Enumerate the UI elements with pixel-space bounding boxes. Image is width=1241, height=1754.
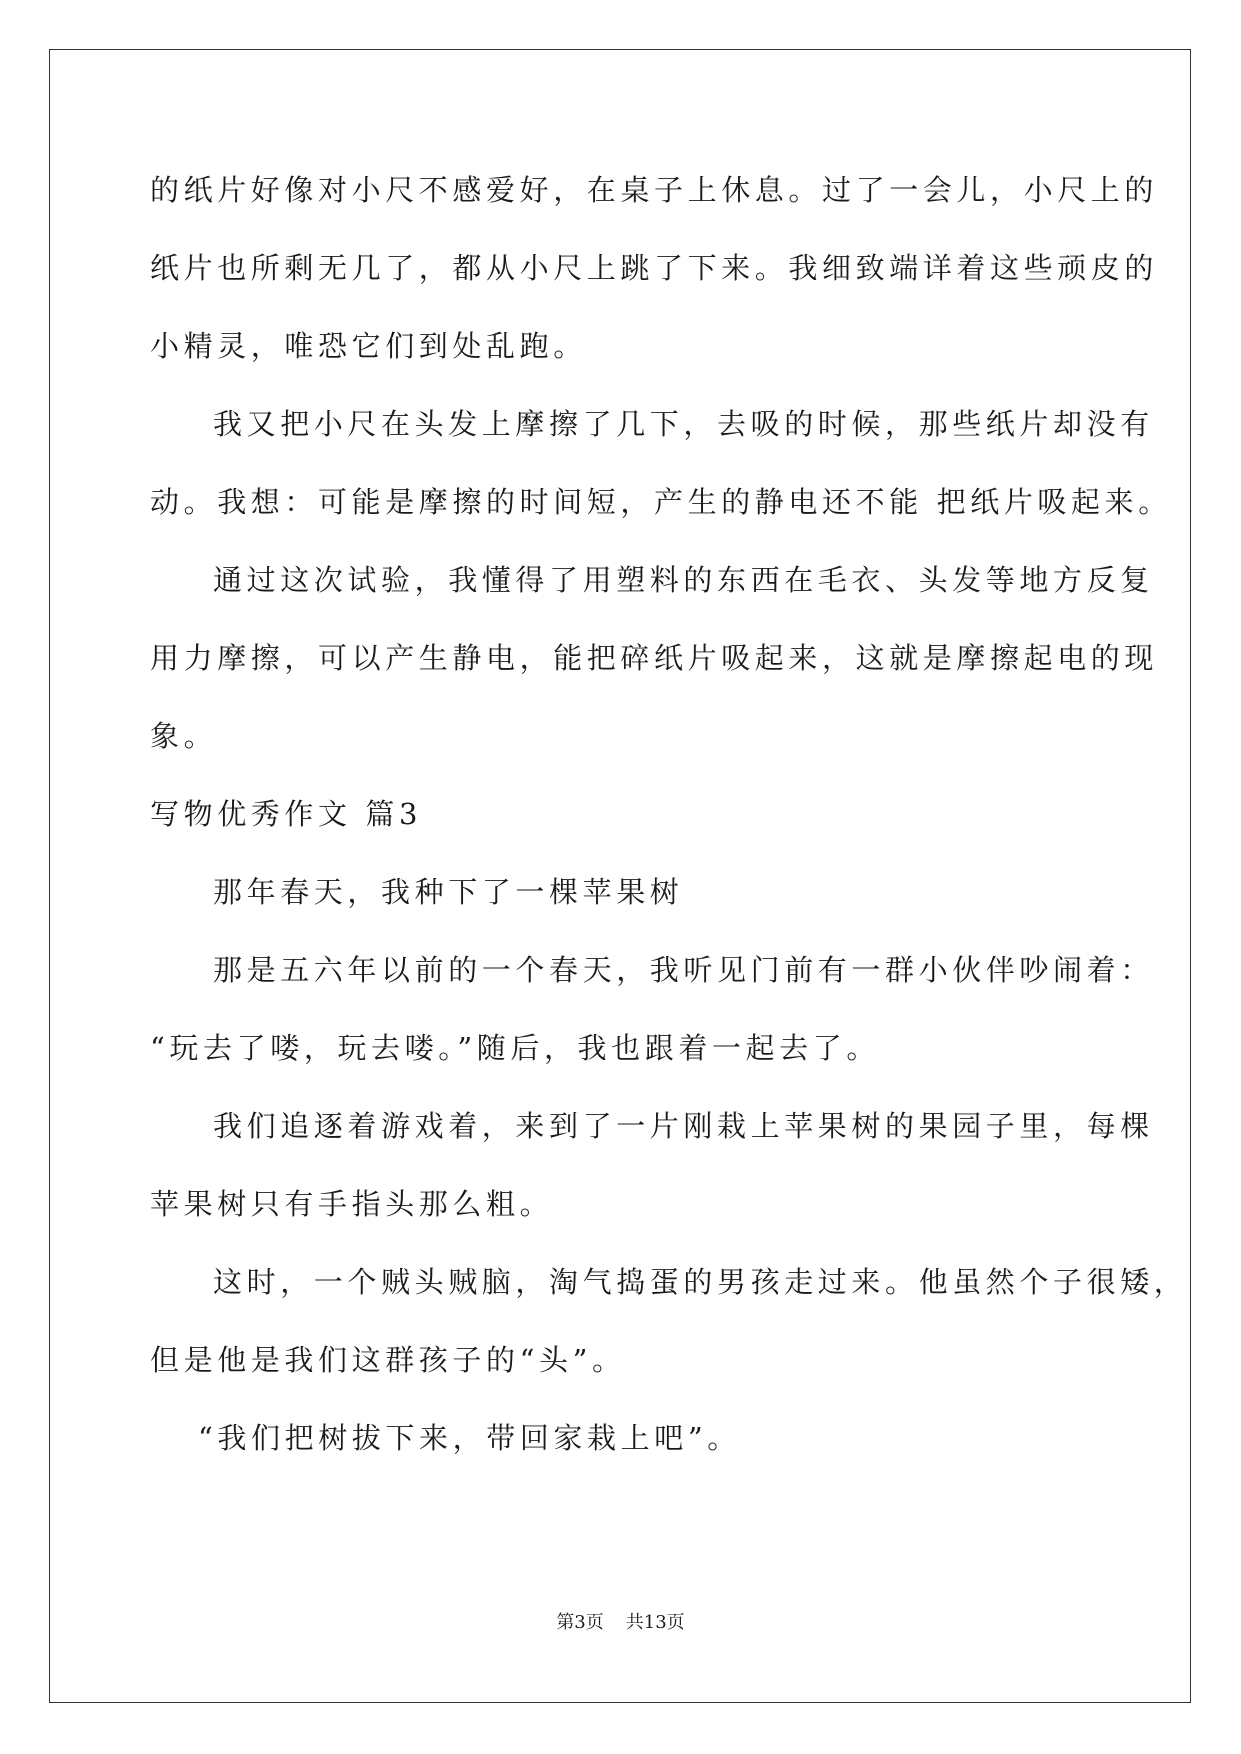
body-line: 但是他是我们这群孩子的“头”。 — [150, 1343, 626, 1377]
body-line: 小精灵，唯恐它们到处乱跑。 — [150, 329, 587, 363]
page-total: 共13页 — [625, 1612, 685, 1633]
page-footer — [0, 1612, 1241, 1634]
essay-title: 那年春天，我种下了一棵苹果树 — [213, 875, 684, 909]
body-line: 通过这次试验，我懂得了用塑料的东西在毛衣、头发等地方反复 — [213, 563, 1154, 597]
body-line: “玩去了喽，玩去喽。”随后，我也跟着一起去了。 — [150, 1031, 880, 1065]
body-line: 这时，一个贼头贼脑，淘气捣蛋的男孩走过来。他虽然个子很矮， — [213, 1265, 1188, 1299]
section-heading: 写物优秀作文 篇3 — [150, 797, 423, 831]
body-line: 象。 — [150, 719, 218, 753]
body-line: 纸片也所剩无几了，都从小尺上跳了下来。我细致端详着这些顽皮的 — [150, 251, 1159, 285]
body-line: 的纸片好像对小尺不感爱好，在桌子上休息。过了一会儿，小尺上的 — [150, 173, 1159, 207]
page-number: 第3页 — [556, 1612, 604, 1633]
body-line: 动。我想：可能是摩擦的时间短，产生的静电还不能 把纸片吸起来。 — [150, 485, 1172, 519]
body-line: 我们追逐着游戏着，来到了一片刚栽上苹果树的果园子里，每棵 — [213, 1109, 1154, 1143]
body-line: 用力摩擦，可以产生静电，能把碎纸片吸起来，这就是摩擦起电的现 — [150, 641, 1159, 675]
body-line: 苹果树只有手指头那么粗。 — [150, 1187, 554, 1221]
body-line: 我又把小尺在头发上摩擦了几下，去吸的时候，那些纸片却没有 — [213, 407, 1154, 441]
body-line: “我们把树拔下来，带回家栽上吧”。 — [198, 1421, 741, 1455]
body-line: 那是五六年以前的一个春天，我听见门前有一群小伙伴吵闹着： — [213, 953, 1154, 987]
